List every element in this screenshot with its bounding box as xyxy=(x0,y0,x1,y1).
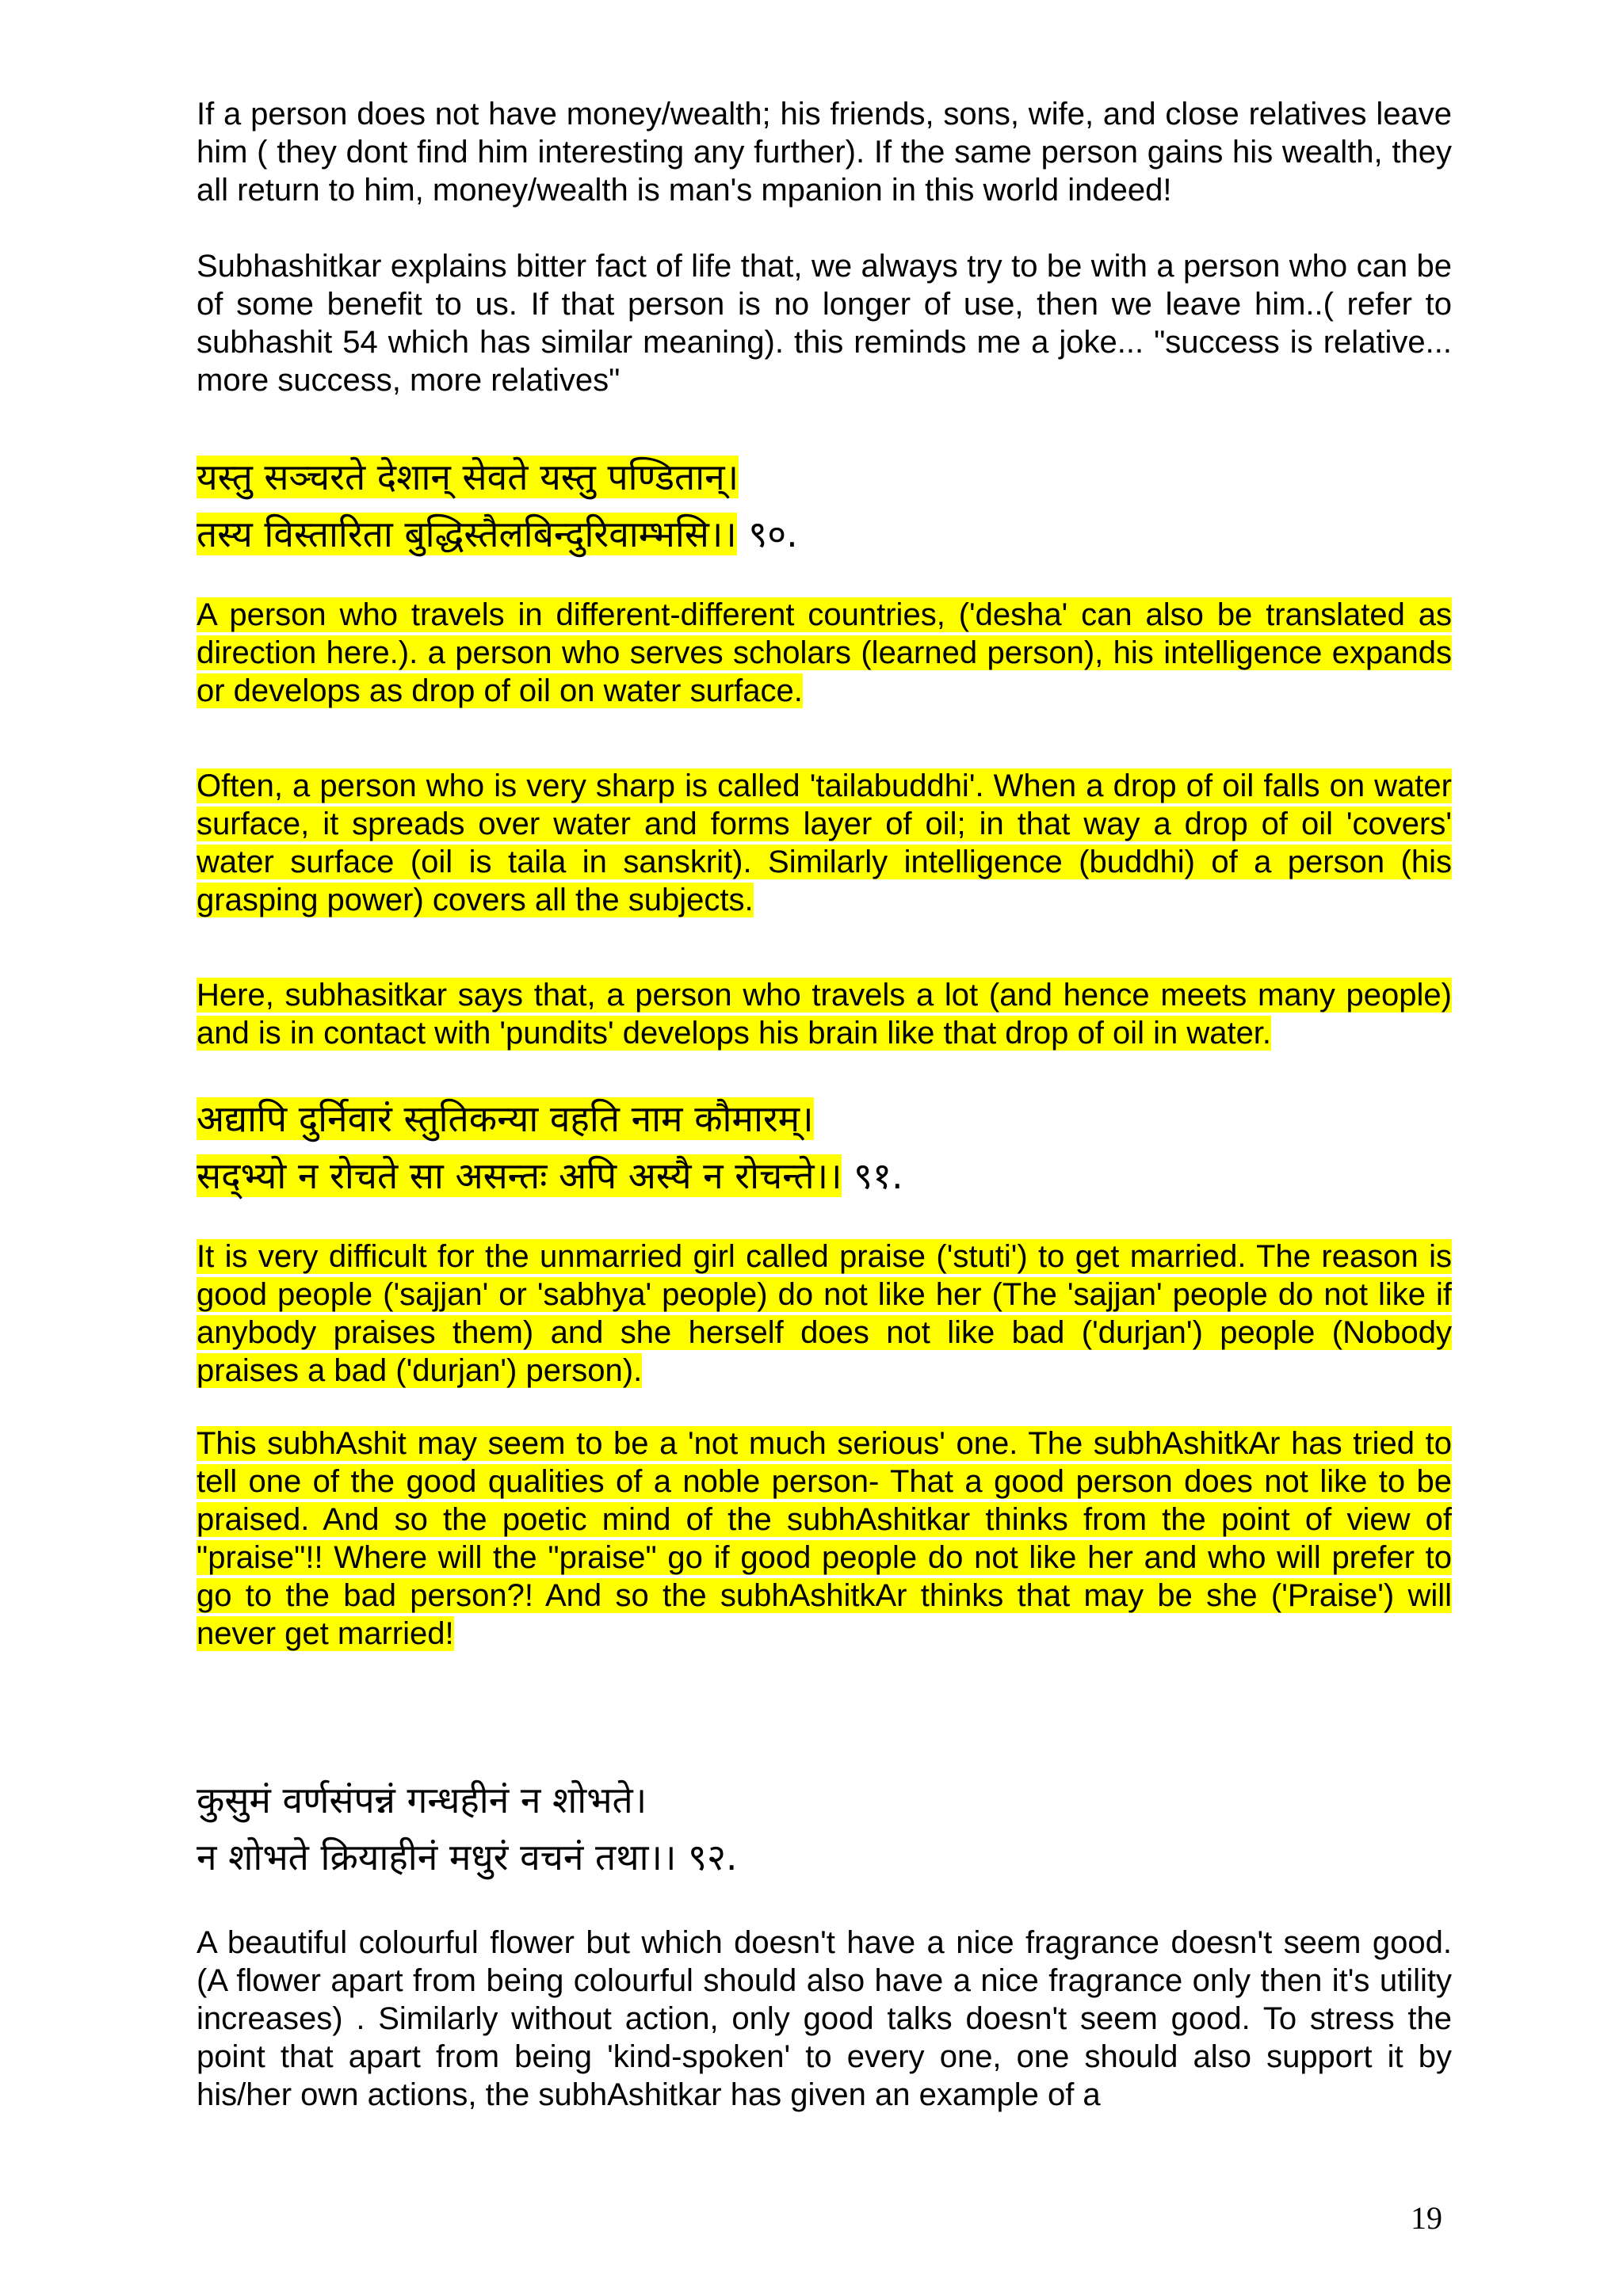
verse-92 xyxy=(197,1772,1452,1886)
verse-line-text: न शोभते क्रियाहीनं मधुरं वचनं तथा।। xyxy=(197,1836,677,1878)
paragraph-text: Here, subhasitkar says that, a person who travels a lot (and hence meets many people) and is in contact with 'pundits' develops his brain like that drop of oil in water. xyxy=(197,978,1452,1051)
paragraph-praise-explanation xyxy=(197,1425,1452,1653)
paragraph-text: This subhAshit may seem to be a 'not much serious' one. The subhAshitkAr has tried to tell one of the good qualities of a noble person- That a good person does not like to be praised. And so the poetic mind of the subhAshitkar thinks from the point of view of "praise"!! Where will the "praise" go if good people do not like her and who will prefer to go to the bad person?! And so the subhAshitkAr thinks that may be she ('Praise') will never get married! xyxy=(197,1426,1452,1651)
paragraph-text: A beautiful colourful flower but which doesn't have a nice fragrance doesn't seem good. (A flower apart from being colourful should also have a nice fragrance only then it's utility increases) . Similarly without action, only good talks doesn't seem good. To stress the point that apart from being 'kind-spoken' to every one, one should also support it by his/her own actions, the subhAshitkar has given an example of a xyxy=(197,1925,1452,2112)
paragraph-wealth-relatives xyxy=(197,95,1452,209)
verse-line-text: अद्यापि दुर्निवारं स्तुतिकन्या वहति नाम कौमारम्। xyxy=(197,1097,814,1140)
document-page xyxy=(197,95,1452,2114)
verse-91 xyxy=(197,1090,1452,1204)
verse-line-text: सद्भ्यो न रोचते सा असन्तः अपि अस्यै न रोचन्ते।। xyxy=(197,1154,842,1197)
paragraph-text: Often, a person who is very sharp is called 'tailabuddhi'. When a drop of oil falls on water surface, it spreads over water and forms layer of oil; in that way a drop of oil 'covers' water surface (oil is taila in sanskrit). Similarly intelligence (buddhi) of a person (his grasping power) covers all the subjects. xyxy=(197,769,1452,917)
verse-92-line-1 xyxy=(197,1772,1452,1829)
paragraph-flower-fragrance xyxy=(197,1924,1452,2114)
paragraph-text: If a person does not have money/wealth; his friends, sons, wife, and close relatives leave him ( they dont find him interesting any further). If the same person gains his wealth, they all return to him, money/wealth is man's mpanion in this world indeed! xyxy=(197,97,1452,208)
verse-90-line-2 xyxy=(197,505,1452,563)
verse-92-line-2 xyxy=(197,1829,1452,1886)
verse-number: ९२. xyxy=(688,1836,738,1878)
verse-90-line-1 xyxy=(197,448,1452,505)
verse-line-text: यस्तु सञ्चरते देशान् सेवते यस्तु पण्डितान्। xyxy=(197,456,739,498)
verse-line-text: कुसुमं वर्णसंपन्नं गन्धहीनं न शोभते। xyxy=(197,1779,647,1821)
paragraph-text: A person who travels in different-different countries, ('desha' can also be translated as direction here.). a person who serves scholars (learned person), his intelligence expands or develops as drop of oil on water surface. xyxy=(197,597,1452,708)
verse-90 xyxy=(197,448,1452,563)
paragraph-text: It is very difficult for the unmarried girl called praise ('stuti') to get married. The reason is good people ('sajjan' or 'sabhya' people) do not like her (The 'sajjan' people do not like if anybody praises them) and she herself does not like bad ('durjan') people (Nobody praises a bad ('durjan') person). xyxy=(197,1239,1452,1388)
verse-number: ९०. xyxy=(748,513,798,555)
verse-line-text: तस्य विस्तारिता बुद्धिस्तैलबिन्दुरिवाम्भसि।। xyxy=(197,513,737,555)
paragraph-praise-unmarried xyxy=(197,1238,1452,1390)
paragraph-travel-scholars xyxy=(197,596,1452,710)
paragraph-tailabuddhi xyxy=(197,767,1452,919)
verse-91-line-2 xyxy=(197,1147,1452,1204)
paragraph-bitter-fact xyxy=(197,247,1452,399)
paragraph-text: Subhashitkar explains bitter fact of life that, we always try to be with a person who can be of some benefit to us. If that person is no longer of use, then we leave him..( refer to subhashit 54 which has similar meaning). this reminds me a joke... "success is relative... more success, more relatives" xyxy=(197,249,1452,398)
paragraph-pundits-contact xyxy=(197,976,1452,1052)
verse-number: ९१. xyxy=(854,1154,903,1197)
page-number: 19 xyxy=(1411,2200,1442,2236)
verse-91-line-1 xyxy=(197,1090,1452,1147)
